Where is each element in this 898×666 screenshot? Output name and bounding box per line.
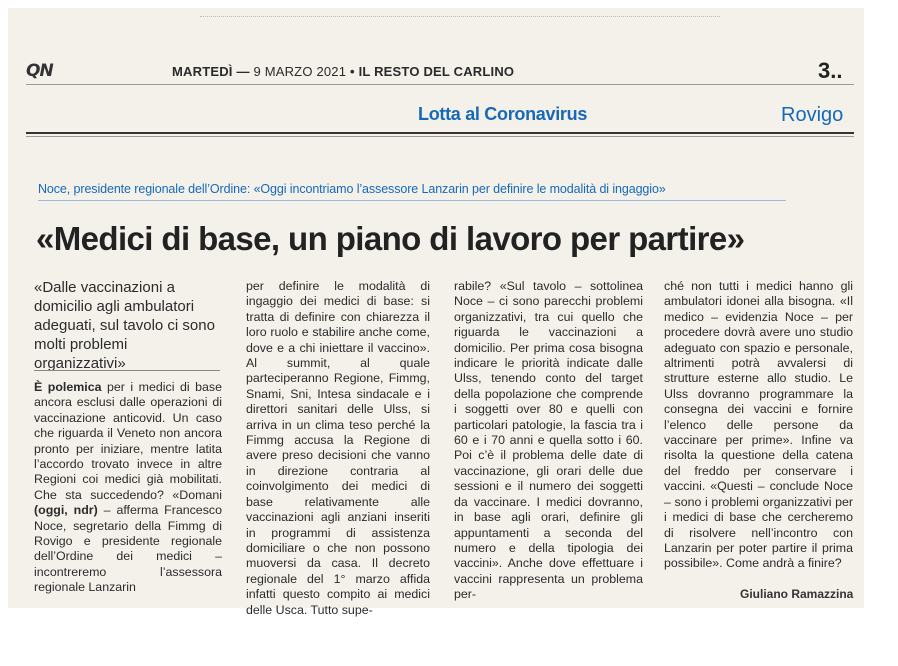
- dateline-dot: •: [349, 64, 355, 79]
- section-rule-thin: [26, 136, 854, 137]
- dateline-separator: —: [236, 64, 250, 79]
- column-2-text: per definire le modalità di ingaggio dei medici di base: si tratta di definire con chiarezza il loro ruolo e stabilire anche come, dove e a chi iniettare il vaccino». Al summit, al quale parteciperanno Regione, Fimmg, Snami, Sni, Intesa sindacale e i direttori sanitari delle Ulss, si arriva in un clima teso perché la Fimmg accusa la Regione di avere preso decisioni che vanno in direzione contraria al coinvolgimento dei medici di base relativamente alle vaccinazioni agli anziani inseriti in programmi di assistenza domiciliare o che non possono muoversi da casa. Il decreto regionale del 1° marzo affida infatti questo compito ai medici delle Usca. Tutto supe-: [246, 279, 430, 617]
- page-number: 3..: [818, 58, 843, 83]
- column-1-text-b: – afferma Francesco Noce, segretario della Fimmg di Rovigo e presidente regionale dell’Ordine dei medici – incontreremo l’assessora regionale Lanzarin: [34, 503, 222, 595]
- column-3-text: rabile? «Sul tavolo – sottolinea Noce – ci sono parecchi problemi organizzativi, tra cui quello che riguarda le vaccinazioni a domicilio. Per prima cosa bisogna indicare le priorità indicate dalle Ulss, tenendo conto del target della popolazione che comprende i soggetti over 80 e quelli con particolari patologie, la fascia tra i 60 e i 70 anni e quella sotto i 60. Poi c’è il problema delle date di vaccinazione, gli orari delle due sessioni e il numero dei soggetti da vaccinare. I medici dovranno, in base agli orari, definire gli appuntamenti a seconda del numero e della tipologia dei vaccini». Anche dove effettuare i vaccini rappresenta un problema per-: [454, 279, 643, 602]
- scan-artifact: [200, 16, 720, 17]
- article-standfirst: «Dalle vaccinazioni a domicilio agli ambulatori adeguati, sul tavolo ci sono molti problemi organizzativi»: [34, 279, 215, 372]
- dateline-date: 9 MARZO 2021: [253, 64, 347, 79]
- section-city: Rovigo: [781, 104, 844, 126]
- article-headline: «Medici di base, un piano di lavoro per partire»: [36, 220, 745, 257]
- dateline-paper: IL RESTO DEL CARLINO: [358, 64, 515, 79]
- standfirst-rule: [34, 370, 220, 371]
- column-4-text: ché non tutti i medici hanno gli ambulatori idonei alla bisogna. «Il medico – evidenzia Noce – per procedere dovrà avere uno studio adeguato con spazio e personale, altrimenti potrà avvalersi di strutture esterne allo studio. Le Ulss dovranno programmare la consegna dei vaccini e fornire l’elenco delle persone da vaccinare per prime». Infine va risolta la questione della catena del freddo per conservare i vaccini. «Questi – conclude Noce – sono i problemi organizzativi per i medici di base che cercheremo di risolvere nell’incontro con Lanzarin per poter partire il prima possibile». Come andrà a finire?: [664, 279, 853, 571]
- dateline: [172, 64, 514, 79]
- article-kicker: Noce, presidente regionale dell’Ordine: «Oggi incontriamo l’assessore Lanzarin per definire le modalità di ingaggio»: [38, 182, 666, 196]
- article-column-2: [246, 279, 430, 618]
- newspaper-logo: QN: [26, 61, 53, 81]
- column-1-bold: (oggi, ndr): [34, 503, 98, 518]
- article-column-3: [454, 279, 643, 603]
- section-rule-thick: [26, 132, 854, 134]
- kicker-rule: [38, 200, 786, 201]
- column-1-lead: È polemica: [34, 380, 102, 394]
- column-1-text-a: per i medici di base ancora esclusi dalle operazioni di vaccinazione anticovid. Un caso che riguarda il Veneto non ancora pronto per iniziare, mentre latita l’accordo trovato invece in altre Regioni coi medici già mobilitati. Che sta succedendo? «Domani: [34, 380, 222, 502]
- section-title: Lotta al Coronavirus: [418, 104, 588, 124]
- article-author: Giuliano Ramazzina: [740, 587, 854, 601]
- dateline-day: MARTEDÌ: [172, 64, 233, 79]
- masthead-rule: [26, 84, 854, 85]
- article-column-1: [34, 380, 222, 596]
- article-column-4: [664, 279, 853, 572]
